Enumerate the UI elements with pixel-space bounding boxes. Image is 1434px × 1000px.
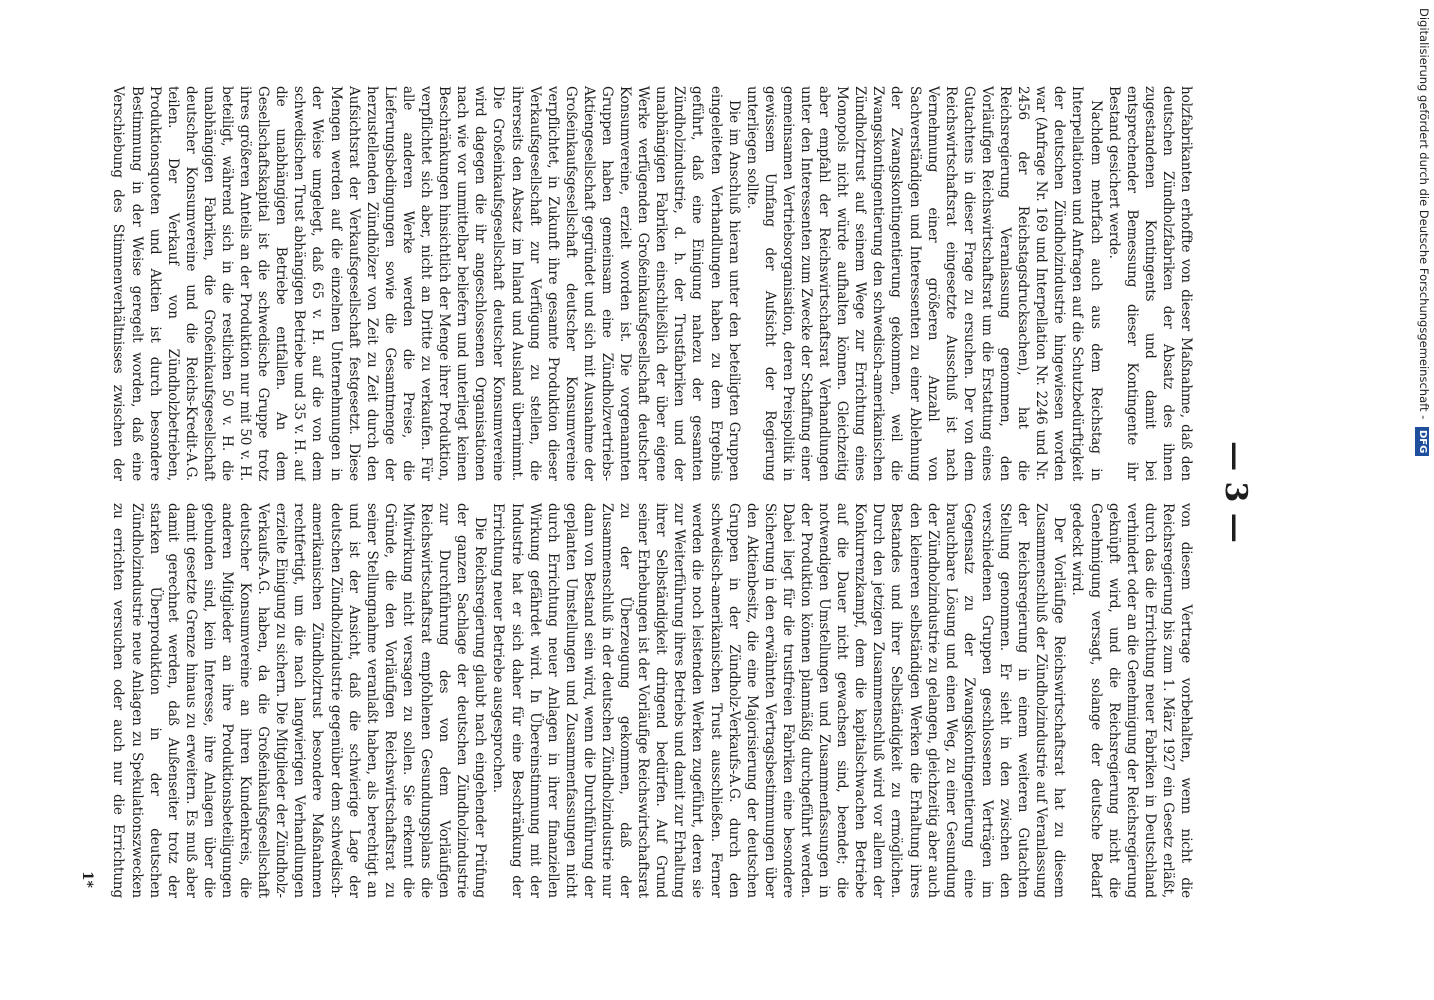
page-number: — 3 — xyxy=(1218,441,1253,543)
signature-mark: 1* xyxy=(79,870,95,888)
paragraph: Die Reichsregierung glaubt nach eingehender Prüfung der ganzen Sachlage der deutschen Zündholzindustrie zur Durchführung des von dem Vorläufigen Reichswirtschaftsrat empfohlenen Gesundungsplans die Mitwirkung nicht versagen zu sollen. Sie erkennt die Gründe, die den Vorläufigen Reichswirtschaftsrat zu seiner Stellungnahme veranlaßt haben, als berechtigt an und ist der Ansicht, daß die schwierige Lage der deutschen Zündholzindustrie gegenüber dem schwedisch-amerikanischen Zündholztrust besondere Maßnahmen rechtfertigt, um die nach langwierigen Verhandlungen erzielte Einigung zu sichern. Die Mitglieder der Zündholz-Verkaufs-A.G. haben, da die Großeinkaufsgesellschaft deutscher Konsumvereine an ihren Kundenkreis, die anderen Mitglieder an ihre Produktionsbeteiligungen gebunden sind, kein Interesse, ihre Anlagen über die damit gesetzte Grenze hinaus zu erweitern. Es muß aber damit gerechnet werden, daß Außenseiter trotz der starken Überproduktion in der deutschen Zündholzindustrie neue Anlagen zu Spekulationszwecken zu errichten versuchen oder auch nur die Errichtung xyxy=(110,503,489,898)
text-column-left xyxy=(110,86,1195,481)
digitization-credit xyxy=(1415,8,1433,992)
paragraph: von diesem Vertrage vorbehalten, wenn nicht die Reichsregierung bis zum 1. März 1927 ein Gesetz erläßt, durch das die Errichtung neuer Fabriken in Deutschland verhindert oder an die Genehmigung der Reichsregierung geknüpft wird, und die Reichsregierung nicht die Genehmigung versagt, solange der deutsche Bedarf gedeckt wird. xyxy=(1069,503,1194,898)
paragraph: Der Vorläufige Reichswirtschaftsrat hat zu diesem Zusammenschluß der Zündholzindustrie auf Veranlassung der Reichsregierung in einem weiteren Gutachten Stellung genommen. Er sieht in den zwischen den verschiedenen Gruppen geschlossenen Verträgen im Gegensatz zu der Zwangskontingentierung eine brauchbare Lösung und einen Weg, zu einer Gesundung der Zündholzindustrie zu gelangen, gleichzeitig aber auch den kleineren selbständigen Werken die Erhaltung ihres Bestandes und ihrer Selbständigkeit zu ermöglichen. Durch den jetzigen Zusammenschluß wird vor allem der Konkurrenzkampf, dem die kapitalschwachen Betriebe auf die Dauer nicht gewachsen sind, beendet; die notwendigen Umstellungen und Zusammenfassungen in der Produktion können planmäßig durchgeführt werden. Dabei liegt für die trustfreien Fabriken eine besondere Sicherung in den erwähnten Vertragsbestimmungen über den Aktienbesitz, die eine Majorisierung der deutschen Gruppen in der Zündholz-Verkaufs-A.G. durch den schwedisch-amerikanischen Trust ausschließen. Ferner werden die noch leistenden Werken zugeführt, deren sie zur Weiterführung ihres Betriebs und damit zur Erhaltung ihrer Selbständigkeit dringend bedürfen. Auf Grund seiner Erhebungen ist der Vorläufige Reichswirtschaftsrat zu der Überzeugung gekommen, daß der Zusammenschluß in der deutschen Zündholzindustrie nur dann von Bestand sein wird, wenn die Durchführung der geplanten Umstellungen und Zusammenfassungen nicht durch Errichtung neuer Anlagen in ihrer finanziellen Wirkung gefährdet wird. In Übereinstimmung mit der Industrie hat er sich daher für eine Beschränkung der Errichtung neuer Betriebe ausgesprochen. xyxy=(490,503,1068,898)
paragraph: Die im Anschluß hieran unter den beteiligten Gruppen eingeleiteten Verhandlungen haben zu dem Ergebnis geführt, daß eine Einigung nahezu der gesamten Zündholzindustrie, d. h. der Trustfabriken und der unabhängigen Fabriken einschließlich der über eigene Werke verfügenden Großeinkaufsgesellschaft deutscher Konsumvereine, erzielt worden ist. Die vorgenannten Gruppen haben gemeinsam eine Zündholzvertriebs-Aktiengesellschaft gegründet und sich mit Ausnahme der Großeinkaufsgesellschaft deutscher Konsumvereine verpflichtet, in Zukunft ihre gesamte Produktion dieser Verkaufsgesellschaft zur Verfügung zu stellen, die ihrerseits den Absatz im Inland und Ausland übernimmt. Die Großeinkaufsgesellschaft deutscher Konsumvereine wird dagegen die ihr angeschlossenen Organisationen nach wie vor unmittelbar beliefern und unterliegt keinen Beschränkungen hinsichtlich der Menge ihrer Produktion, verpflichtet sich aber, nicht an Dritte zu verkaufen. Für alle anderen Werke werden die Preise, die Lieferungsbedingungen sowie die Gesamtmenge der herzustellenden Zündhölzer von Zeit zu Zeit durch den Aufsichtsrat der Verkaufsgesellschaft festgesetzt. Diese Mengen werden auf die einzelnen Unternehmungen in der Weise umgelegt, daß 65 v. H. auf die von dem schwedischen Trust abhängigen Betriebe und 35 v. H. auf die unabhängigen Betriebe entfallen. An dem Gesellschaftskapital ist die schwedische Gruppe trotz ihres größeren Anteils an der Produktion nur mit 50 v. H. beteiligt, während sich in die restlichen 50 v. H. die unabhängigen Fabriken, die Großeinkaufsgesellschaft deutscher Konsumvereine und die Reichs-Kredit-A.G. teilen. Der Verkauf von Zündholzbetrieben, Produktionsquoten und Aktien ist durch besondere Bestimmung in der Weise geregelt worden, daß eine Verschiebung des Stimmenverhältnisses zwischen der xyxy=(110,86,742,481)
paragraph: Nachdem mehrfach auch aus dem Reichstag in Interpellationen und Anfragen auf die Schutzbedürftigkeit der deutschen Zündholzindustrie hingewiesen worden war (Anfrage Nr. 169 und Interpellation Nr. 2246 und Nr. 2456 der Reichstagsdrucksachen), hat die Reichsregierung Veranlassung genommen, den Vorläufigen Reichswirtschaftsrat um die Erstattung eines Gutachtens in dieser Frage zu ersuchen. Der von dem Reichswirtschaftsrat eingesetzte Ausschuß ist nach Vernehmung einer größeren Anzahl von Sachverständigen und Interessenten zu einer Ablehnung der Zwangskontingentierung gekommen, weil die Zwangskontingentierung den schwedisch-amerikanischen Zündholztrust auf seinem Wege zur Errichtung eines Monopols nicht würde aufhalten können. Gleichzeitig aber empfahl der Reichswirtschaftsrat Verhandlungen unter den Interessenten zum Zwecke der Schaffung einer gemeinsamen Vertriebsorganisation, deren Preispolitik in gewissem Umfang der Aufsicht der Regierung unterliegen sollte. xyxy=(743,86,1104,481)
paragraph: holzfabrikanten erhoffte von dieser Maßnahme, daß den deutschen Zündholzfabriken der Absatz des ihnen zugestandenen Kontingents und damit bei entsprechender Bemessung dieser Kontingente ihr Bestand gesichert werde. xyxy=(1105,86,1194,481)
scanned-page xyxy=(79,86,1265,898)
text-column-right xyxy=(110,503,1195,898)
credit-text: Digitalisierung gefördert durch die Deutsche Forschungsgemeinschaft - xyxy=(1417,8,1431,420)
dfg-logo-icon: DFG xyxy=(1415,427,1429,456)
